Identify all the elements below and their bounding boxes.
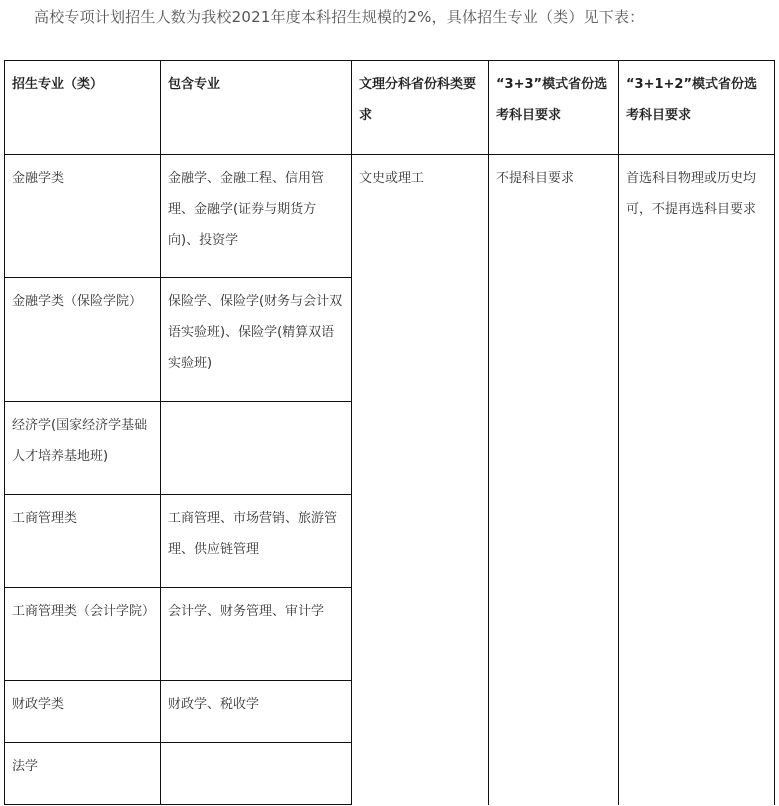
includes-cell [161, 402, 352, 495]
major-cell: 经济学(国家经济学基础人才培养基地班) [5, 402, 161, 495]
includes-cell: 会计学、财务管理、审计学 [161, 588, 352, 681]
header-major: 招生专业（类） [5, 61, 161, 155]
header-3-3: “3+3”模式省份选考科目要求 [489, 61, 619, 155]
header-includes: 包含专业 [161, 61, 352, 155]
includes-cell: 财政学、税收学 [161, 681, 352, 743]
includes-cell: 保险学、保险学(财务与会计双语实验班)、保险学(精算双语实验班) [161, 278, 352, 402]
admissions-table [4, 60, 775, 805]
major-cell: 工商管理类 [5, 495, 161, 588]
intro-text: 高校专项计划招生人数为我校2021年度本科招生规模的2%，具体招生专业（类）见下表： [34, 8, 645, 26]
major-cell: 金融学类（保险学院） [5, 278, 161, 402]
header-3-1-2: “3+1+2”模式省份选考科目要求 [619, 61, 775, 155]
table-row [5, 155, 775, 278]
major-cell: 财政学类 [5, 681, 161, 743]
header-arts-science: 文理分科省份科类要求 [352, 61, 489, 155]
arts-science-requirement-cell: 文史或理工 [352, 155, 489, 805]
includes-cell [161, 743, 352, 805]
requirement-3-3-cell: 不提科目要求 [489, 155, 619, 805]
includes-cell: 工商管理、市场营销、旅游管理、供应链管理 [161, 495, 352, 588]
major-cell: 法学 [5, 743, 161, 805]
major-cell: 金融学类 [5, 155, 161, 278]
includes-cell: 金融学、金融工程、信用管理、金融学(证券与期货方向)、投资学 [161, 155, 352, 278]
requirement-3-1-2-cell: 首选科目物理或历史均可，不提再选科目要求 [619, 155, 775, 805]
major-cell: 工商管理类（会计学院） [5, 588, 161, 681]
table-header-row [5, 61, 775, 155]
